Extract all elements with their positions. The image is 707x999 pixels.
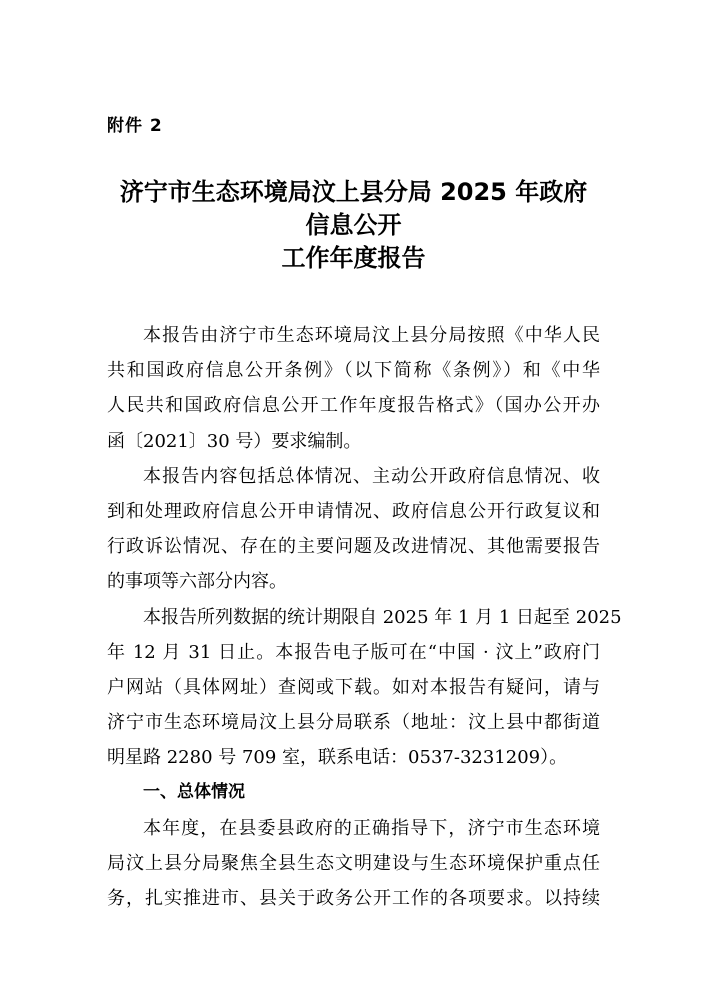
paragraph-line: 行政诉讼情况、存在的主要问题及改进情况、其他需要报告 [107, 536, 600, 558]
paragraph-line: 到和处理政府信息公开申请情况、政府信息公开行政复议和 [107, 500, 600, 522]
paragraph-line: 本报告内容包括总体情况、主动公开政府信息情况、收 [143, 465, 600, 487]
title-line: 济宁市生态环境局汶上县分局 2025 年政府 [119, 178, 588, 206]
section-heading: 一、总体情况 [143, 782, 245, 803]
paragraph-line: 函〔2021〕30 号）要求编制。 [107, 430, 362, 452]
paragraph-line: 务，扎实推进市、县关于政务公开工作的各项要求。以持续 [107, 888, 600, 909]
paragraph-line: 的事项等六部分内容。 [107, 571, 287, 593]
paragraph-line: 济宁市生态环境局汶上县分局联系（地址：汶上县中都街道 [107, 712, 600, 734]
report-title [60, 176, 647, 275]
paragraph-line: 本报告由济宁市生态环境局汶上县分局按照《中华人民 [143, 325, 600, 346]
paragraph-line: 局汶上县分局聚焦全县生态文明建设与生态环境保护重点任 [107, 852, 600, 874]
paragraph-line: 本年度，在县委县政府的正确指导下，济宁市生态环境 [143, 817, 600, 839]
attachment-label: 附件 2 [107, 116, 163, 136]
paragraph-line: 户网站（具体网址）查阅或下载。如对本报告有疑问，请与 [107, 676, 600, 698]
paragraph-line: 年 12 月 31 日止。本报告电子版可在“中国 · 汶上”政府门 [107, 641, 600, 663]
period-paragraph [107, 600, 622, 776]
report-body [107, 318, 622, 916]
intro-paragraph [107, 318, 600, 459]
paragraph-line: 人民共和国政府信息公开工作年度报告格式》（国办公开办 [107, 395, 600, 417]
paragraph-line: 明星路 2280 号 709 室，联系电话：0537-3231209）。 [107, 747, 568, 769]
title-line: 信息公开 [305, 211, 402, 239]
title-line: 工作年度报告 [281, 244, 426, 272]
overview-paragraph [107, 811, 600, 917]
paragraph-line: 共和国政府信息公开条例》（以下简称《条例》）和《中华 [107, 360, 600, 382]
content-paragraph [107, 459, 600, 600]
paragraph-line: 本报告所列数据的统计期限自 2025 年 1 月 1 日起至 2025 [143, 606, 622, 628]
